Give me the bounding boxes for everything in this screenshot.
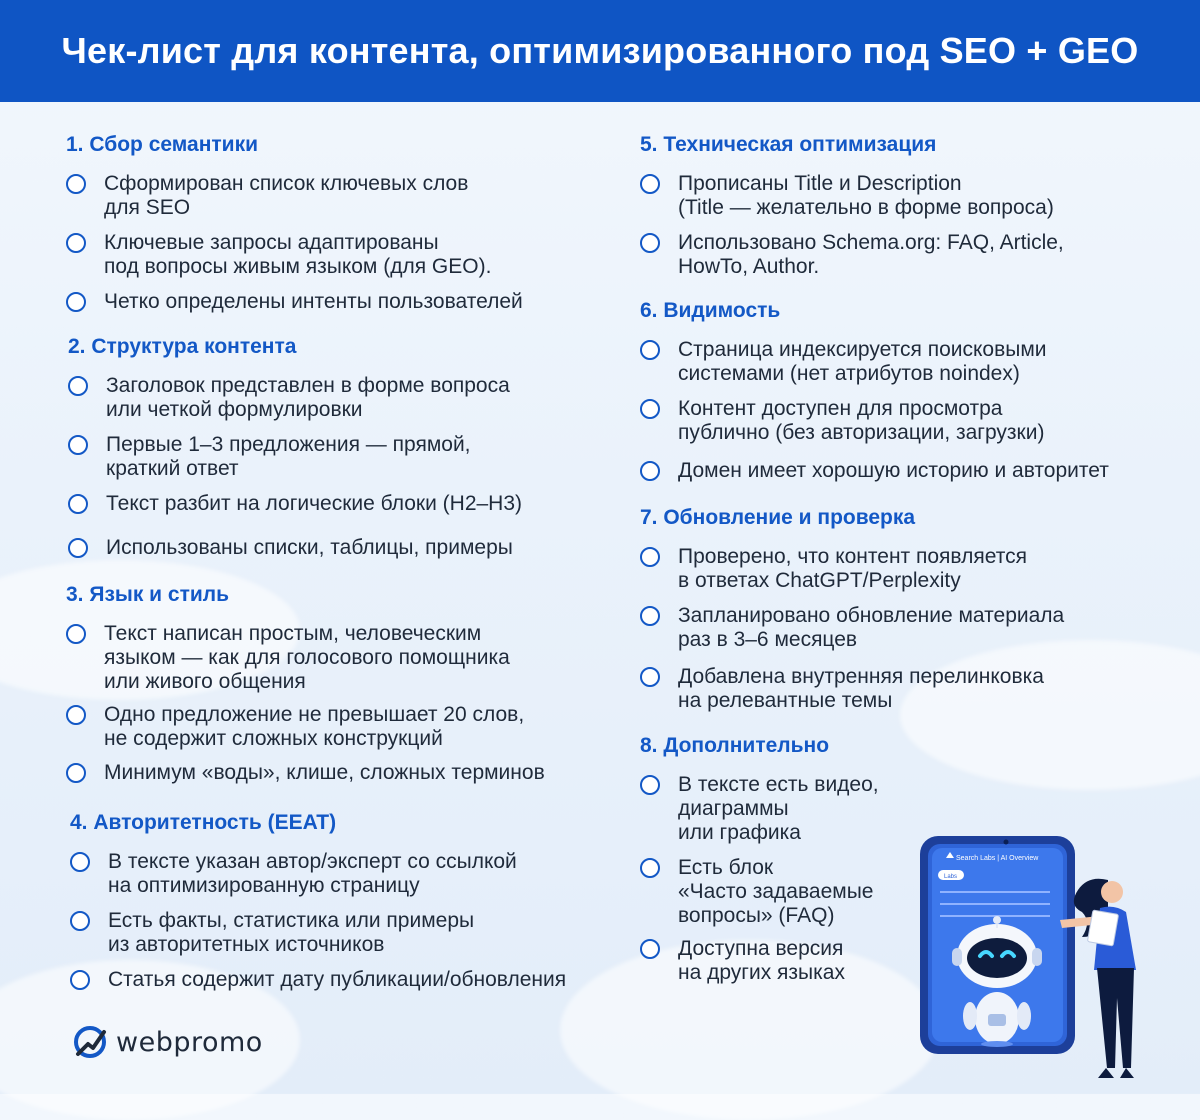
- section-updates: [640, 505, 1180, 713]
- checklist-item[interactable]: Одно предложение не превышает 20 слов, не содержит сложных конструкций: [66, 703, 626, 751]
- page-header: [0, 0, 1200, 102]
- checkbox-circle[interactable]: [640, 233, 660, 253]
- checkbox-circle[interactable]: [66, 624, 86, 644]
- phone-app-title: Search Labs | AI Overview: [956, 855, 1039, 862]
- checkbox-circle[interactable]: [640, 939, 660, 959]
- section-technical: [640, 132, 1180, 279]
- checklist-item[interactable]: В тексте указан автор/эксперт со ссылкой на оптимизированную страницу: [70, 850, 650, 898]
- section-visibility: [640, 298, 1190, 483]
- checkbox-circle[interactable]: [66, 292, 86, 312]
- section-title: 2. Структура контента: [68, 335, 297, 358]
- checklist-item[interactable]: Доступна версия на других языках: [640, 937, 940, 985]
- checkbox-circle[interactable]: [68, 494, 88, 514]
- checklist-item[interactable]: Ключевые запросы адаптированы под вопросы живым языком (для GEO).: [66, 231, 626, 279]
- checklist-item[interactable]: Страница индексируется поисковыми системами (нет атрибутов noindex): [640, 338, 1190, 386]
- section-title: 7. Обновление и проверка: [640, 506, 916, 529]
- checkbox-circle[interactable]: [70, 970, 90, 990]
- checklist-item[interactable]: Есть блок «Часто задаваемые вопросы» (FAQ): [640, 856, 940, 928]
- checklist-item[interactable]: Минимум «воды», клише, сложных терминов: [66, 761, 626, 785]
- checkbox-circle[interactable]: [640, 858, 660, 878]
- checkbox-circle[interactable]: [640, 547, 660, 567]
- checkbox-circle[interactable]: [66, 174, 86, 194]
- labs-badge-text: Labs: [944, 874, 958, 880]
- checkbox-circle[interactable]: [68, 435, 88, 455]
- section-title: 6. Видимость: [640, 299, 781, 322]
- checklist-item[interactable]: Проверено, что контент появляется в ответах ChatGPT/Perplexity: [640, 545, 1180, 593]
- checklist-item[interactable]: Сформирован список ключевых слов для SEO: [66, 172, 626, 220]
- checklist-item[interactable]: Запланировано обновление материала раз в 3–6 месяцев: [640, 604, 1180, 652]
- section-language: [66, 582, 626, 785]
- checklist-item[interactable]: Четко определены интенты пользователей: [66, 290, 626, 314]
- checklist-item[interactable]: Заголовок представлен в форме вопроса или четкой формулировки: [68, 374, 628, 422]
- checklist-item[interactable]: Прописаны Title и Description (Title — желательно в форме вопроса): [640, 172, 1180, 220]
- checklist-item[interactable]: Статья содержит дату публикации/обновления: [70, 968, 650, 992]
- checklist-item[interactable]: Есть факты, статистика или примеры из авторитетных источников: [70, 909, 650, 957]
- checkbox-circle[interactable]: [68, 538, 88, 558]
- section-title: 3. Язык и стиль: [66, 583, 230, 606]
- checkbox-circle[interactable]: [640, 606, 660, 626]
- section-semantics: [66, 132, 626, 314]
- webpromo-logo-icon: [72, 1024, 108, 1060]
- section-additional: [640, 733, 940, 985]
- section-title: 8. Дополнительно: [640, 734, 830, 757]
- webpromo-logo-text: webpromo: [116, 1026, 263, 1058]
- checklist-item[interactable]: Первые 1–3 предложения — прямой, краткий ответ: [68, 433, 628, 481]
- checklist-item[interactable]: Текст написан простым, человеческим языком — как для голосового помощника или живого общения: [66, 622, 626, 694]
- section-structure: [68, 334, 628, 560]
- checklist-item[interactable]: Текст разбит на логические блоки (H2–H3): [68, 492, 628, 516]
- section-title: 1. Сбор семантики: [66, 133, 259, 156]
- section-authority: [70, 810, 650, 992]
- checkbox-circle[interactable]: [640, 399, 660, 419]
- checkbox-circle[interactable]: [640, 775, 660, 795]
- illustration: [900, 830, 1200, 1094]
- phone-illustration: [920, 836, 1075, 1054]
- checkbox-circle[interactable]: [68, 376, 88, 396]
- checklist-item[interactable]: В тексте есть видео, диаграммы или графика: [640, 773, 940, 845]
- checkbox-circle[interactable]: [640, 667, 660, 687]
- checklist-item[interactable]: Использовано Schema.org: FAQ, Article, HowTo, Author.: [640, 231, 1180, 279]
- webpromo-logo: [72, 1024, 263, 1060]
- checklist-item[interactable]: Домен имеет хорошую историю и авторитет: [640, 459, 1190, 483]
- checklist-item[interactable]: Использованы списки, таблицы, примеры: [68, 536, 628, 560]
- checkbox-circle[interactable]: [66, 705, 86, 725]
- checkbox-circle[interactable]: [640, 174, 660, 194]
- checkbox-circle[interactable]: [70, 852, 90, 872]
- checklist-item[interactable]: Контент доступен для просмотра публично (без авторизации, загрузки): [640, 397, 1190, 445]
- checkbox-circle[interactable]: [66, 763, 86, 783]
- section-title: 5. Техническая оптимизация: [640, 133, 937, 156]
- checkbox-circle[interactable]: [640, 340, 660, 360]
- page-title: Чек-лист для контента, оптимизированного под SEO + GEO: [61, 30, 1139, 71]
- checkbox-circle[interactable]: [70, 911, 90, 931]
- checkbox-circle[interactable]: [66, 233, 86, 253]
- checklist-item[interactable]: Добавлена внутренняя перелинковка на релевантные темы: [640, 665, 1180, 713]
- section-title: 4. Авторитетность (EEAT): [70, 811, 337, 834]
- checkbox-circle[interactable]: [640, 461, 660, 481]
